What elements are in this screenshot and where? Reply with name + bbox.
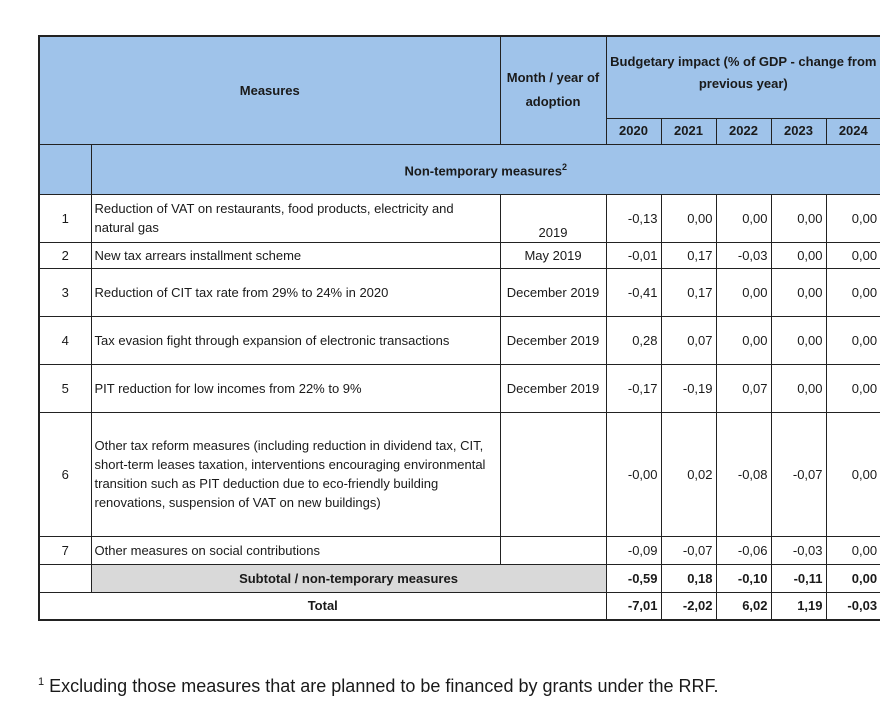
row-measure: New tax arrears installment scheme [91,242,500,268]
subtotal-row [39,564,880,592]
table-row [39,194,880,242]
subtotal-value-2022: -0,10 [716,564,771,592]
header-year-2024: 2024 [826,118,880,144]
row-measure: PIT reduction for low incomes from 22% to 9% [91,364,500,412]
row-value-2021: 0,17 [661,268,716,316]
subtotal-value-2024: 0,00 [826,564,880,592]
section-footnote-mark: 2 [562,161,568,172]
row-value-2020: -0,01 [606,242,661,268]
row-measure: Tax evasion fight through expansion of electronic transactions [91,316,500,364]
row-value-2022: -0,08 [716,412,771,536]
row-value-2023: -0,03 [771,536,826,564]
row-value-2024: 0,00 [826,268,880,316]
row-value-2023: 0,00 [771,316,826,364]
row-value-2024: 0,00 [826,316,880,364]
header-year-2020: 2020 [606,118,661,144]
row-index: 4 [39,316,91,364]
table-row [39,412,880,536]
row-value-2022: -0,06 [716,536,771,564]
header-year-2023: 2023 [771,118,826,144]
row-index: 6 [39,412,91,536]
row-value-2022: 0,00 [716,268,771,316]
table-row [39,536,880,564]
row-value-2024: 0,00 [826,364,880,412]
row-value-2022: 0,00 [716,316,771,364]
header-measures: Measures [39,36,500,144]
row-value-2022: 0,00 [716,194,771,242]
row-value-2022: -0,03 [716,242,771,268]
row-value-2020: 0,28 [606,316,661,364]
row-measure: Reduction of CIT tax rate from 29% to 24% in 2020 [91,268,500,316]
subtotal-label: Subtotal / non-temporary measures [91,564,606,592]
row-month: December 2019 [500,268,606,316]
row-value-2024: 0,00 [826,536,880,564]
row-value-2021: 0,07 [661,316,716,364]
row-month: December 2019 [500,364,606,412]
row-index: 7 [39,536,91,564]
total-value-2020: -7,01 [606,592,661,620]
table-row [39,364,880,412]
row-value-2024: 0,00 [826,194,880,242]
row-value-2023: -0,07 [771,412,826,536]
row-value-2020: -0,09 [606,536,661,564]
row-value-2023: 0,00 [771,364,826,412]
subtotal-value-2023: -0,11 [771,564,826,592]
section-spacer [39,144,91,194]
subtotal-spacer [39,564,91,592]
total-label: Total [39,592,606,620]
row-value-2020: -0,13 [606,194,661,242]
row-month: December 2019 [500,316,606,364]
row-index: 2 [39,242,91,268]
subtotal-value-2020: -0,59 [606,564,661,592]
row-month [500,536,606,564]
footnote-mark: 1 [38,676,45,688]
footnote [38,676,719,697]
row-measure: Other measures on social contributions [91,536,500,564]
row-value-2021: 0,02 [661,412,716,536]
row-value-2023: 0,00 [771,194,826,242]
total-value-2021: -2,02 [661,592,716,620]
total-row [39,592,880,620]
row-value-2022: 0,07 [716,364,771,412]
row-value-2021: -0,19 [661,364,716,412]
row-month [500,412,606,536]
row-index: 1 [39,194,91,242]
table-row [39,242,880,268]
section-row [39,144,880,194]
section-title [91,144,880,194]
subtotal-value-2021: 0,18 [661,564,716,592]
row-value-2023: 0,00 [771,268,826,316]
row-value-2020: -0,41 [606,268,661,316]
header-year-2021: 2021 [661,118,716,144]
section-title-text: Non-temporary measures [404,163,563,179]
row-value-2021: 0,17 [661,242,716,268]
total-value-2023: 1,19 [771,592,826,620]
header-budgetary-impact: Budgetary impact (% of GDP - change from previous year) [606,36,880,118]
total-value-2022: 6,02 [716,592,771,620]
row-value-2024: 0,00 [826,412,880,536]
footnote-text: Excluding those measures that are planned to be financed by grants under the RRF. [49,676,719,696]
total-value-2024: -0,03 [826,592,880,620]
row-month: May 2019 [500,242,606,268]
row-month: 2019 [500,194,606,242]
row-index: 3 [39,268,91,316]
header-year-2022: 2022 [716,118,771,144]
header-month-year: Month / year of adoption [500,36,606,144]
row-measure: Other tax reform measures (including reduction in dividend tax, CIT, short-term leases taxation, interventions encouraging environmental transition such as PIT deduction due to eco-friendly building renovations, suspension of VAT on new buildings) [91,412,500,536]
row-value-2020: -0,00 [606,412,661,536]
row-value-2021: -0,07 [661,536,716,564]
row-measure: Reduction of VAT on restaurants, food products, electricity and natural gas [91,194,500,242]
row-value-2023: 0,00 [771,242,826,268]
row-value-2024: 0,00 [826,242,880,268]
row-value-2020: -0,17 [606,364,661,412]
row-value-2021: 0,00 [661,194,716,242]
budgetary-measures-table [38,35,880,621]
row-index: 5 [39,364,91,412]
table-row [39,316,880,364]
table-row [39,268,880,316]
